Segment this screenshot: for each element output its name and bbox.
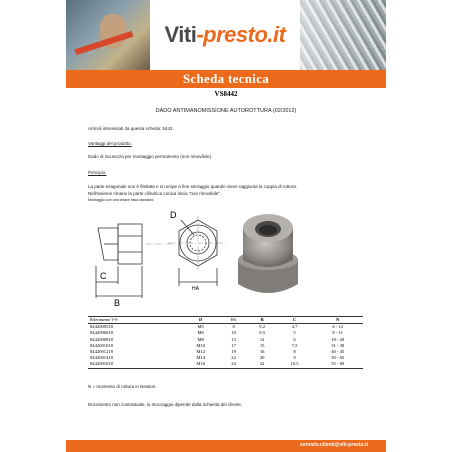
cell-ref: 8442000518 [90, 324, 113, 330]
brand-logo [165, 22, 286, 48]
principle-line-1: La parte esagonale non è filettata e si rompe a fine serraggio quando viene raggiunta la coppia di rottura. [88, 184, 298, 189]
cell-c: 8 [293, 349, 296, 355]
cell-n: 55 - 80 [312, 361, 363, 368]
title-banner [66, 70, 386, 88]
product-code: VS8442 [214, 90, 238, 98]
col-header-n: N [312, 317, 363, 324]
cell-c: 6 [293, 336, 296, 342]
logo-accent: -presto.it [196, 22, 286, 47]
cell-b: 9,2 [259, 324, 266, 330]
header-photo-tools [66, 0, 150, 70]
cell-b: 20 [259, 355, 265, 361]
col-header-d: D [182, 317, 220, 324]
nut-photo [238, 214, 298, 293]
col-header-ha: HA [220, 317, 248, 324]
col-header-c: C [277, 317, 313, 324]
cell-d: M8 [197, 336, 204, 342]
cell-n: 31 - 38 [331, 342, 345, 348]
cell-b: 9,5 [259, 330, 266, 336]
cell-b: 15 [259, 342, 265, 348]
col-header-ref: Riferimento V-S [88, 317, 182, 324]
table-header-row [88, 317, 363, 324]
n-note: N = momento di rottura in Newton. [88, 384, 157, 389]
col-header-b: B [248, 317, 277, 324]
disclaimer: Documento non contrattuale, lo stoccaggio dipende dalla richiesta del cliente. [88, 402, 243, 407]
cell-n: 50 - 65 [331, 355, 345, 361]
cell-d: M12 [196, 349, 205, 355]
diagram-label-ha: HA [192, 286, 199, 292]
logo-main: Viti [164, 22, 197, 47]
cell-ref: 8442001618 [88, 361, 182, 368]
cell-c: 7,5 [291, 342, 298, 348]
cell-ref: 8442001218 [90, 349, 113, 355]
header-photo-screws [300, 0, 386, 70]
cell-ref: 8442000818 [90, 336, 113, 342]
cell-b: 22 [248, 361, 277, 368]
cell-ref: 8442001418 [90, 355, 113, 361]
cell-c: 4,7 [291, 324, 298, 330]
product-title: DADO ANTIMANOMISSIONE AUTOROTTURA (02/2012) [155, 108, 297, 114]
cell-c: 10,5 [277, 361, 313, 368]
cell-ha: 13 [231, 336, 236, 342]
cell-d: M14 [196, 355, 205, 361]
banner-title: Scheda tecnica [182, 71, 270, 86]
diagram-label-b: B [114, 298, 121, 308]
side-view [96, 224, 142, 298]
logo-area [150, 0, 300, 70]
cell-d: M6 [197, 330, 204, 336]
cell-ha: 19 [231, 349, 236, 355]
cell-n: 40 - 45 [331, 349, 345, 355]
table-row [88, 324, 363, 331]
cell-d: M10 [196, 342, 205, 348]
principle-line-3: Montaggio con una chiave fissa standard. [88, 198, 155, 202]
top-view [168, 216, 228, 286]
cell-n: 6 - 12 [332, 324, 344, 330]
cell-ha: 8 [232, 324, 235, 330]
articles-text: Articoli interessati da questa scheda: 8442. [88, 126, 174, 131]
cell-ha: 22 [231, 355, 236, 361]
header [66, 0, 386, 70]
cell-d: M16 [182, 361, 220, 368]
cell-ref: 8442001018 [90, 342, 113, 348]
photo-fade [300, 0, 386, 70]
cell-b: 16 [259, 349, 265, 355]
cell-c: 9 [293, 355, 296, 361]
cell-d: M5 [197, 324, 204, 330]
nut-diagram [86, 206, 326, 310]
advantages-text: Dado di sicurezza per montaggio permanente (non rimovibile). [88, 154, 213, 159]
cell-ha: 24 [220, 361, 248, 368]
cell-n: 18 - 20 [331, 336, 345, 342]
cell-n: 8 - 11 [332, 330, 343, 336]
principle-line-2: Nell'insieme rimane la parte cilindrica conica liscia "non rimovibile". [88, 191, 222, 196]
principle-heading: Principio: [88, 170, 107, 175]
spec-table [88, 316, 363, 369]
cell-ha: 10 [231, 330, 236, 336]
diagram-label-d: D [170, 210, 177, 220]
diagram-label-c: C [100, 271, 107, 281]
cell-c: 5 [293, 330, 296, 336]
footer-bar [66, 440, 386, 452]
cell-ref: 8442000618 [90, 330, 113, 336]
footer-email[interactable]: servizio.clienti@viti-presto.it [300, 442, 368, 448]
cell-ha: 17 [231, 342, 236, 348]
table-row [88, 361, 363, 368]
advantages-heading: Vantaggi del prodotto: [88, 141, 132, 146]
cell-b: 12 [259, 336, 265, 342]
